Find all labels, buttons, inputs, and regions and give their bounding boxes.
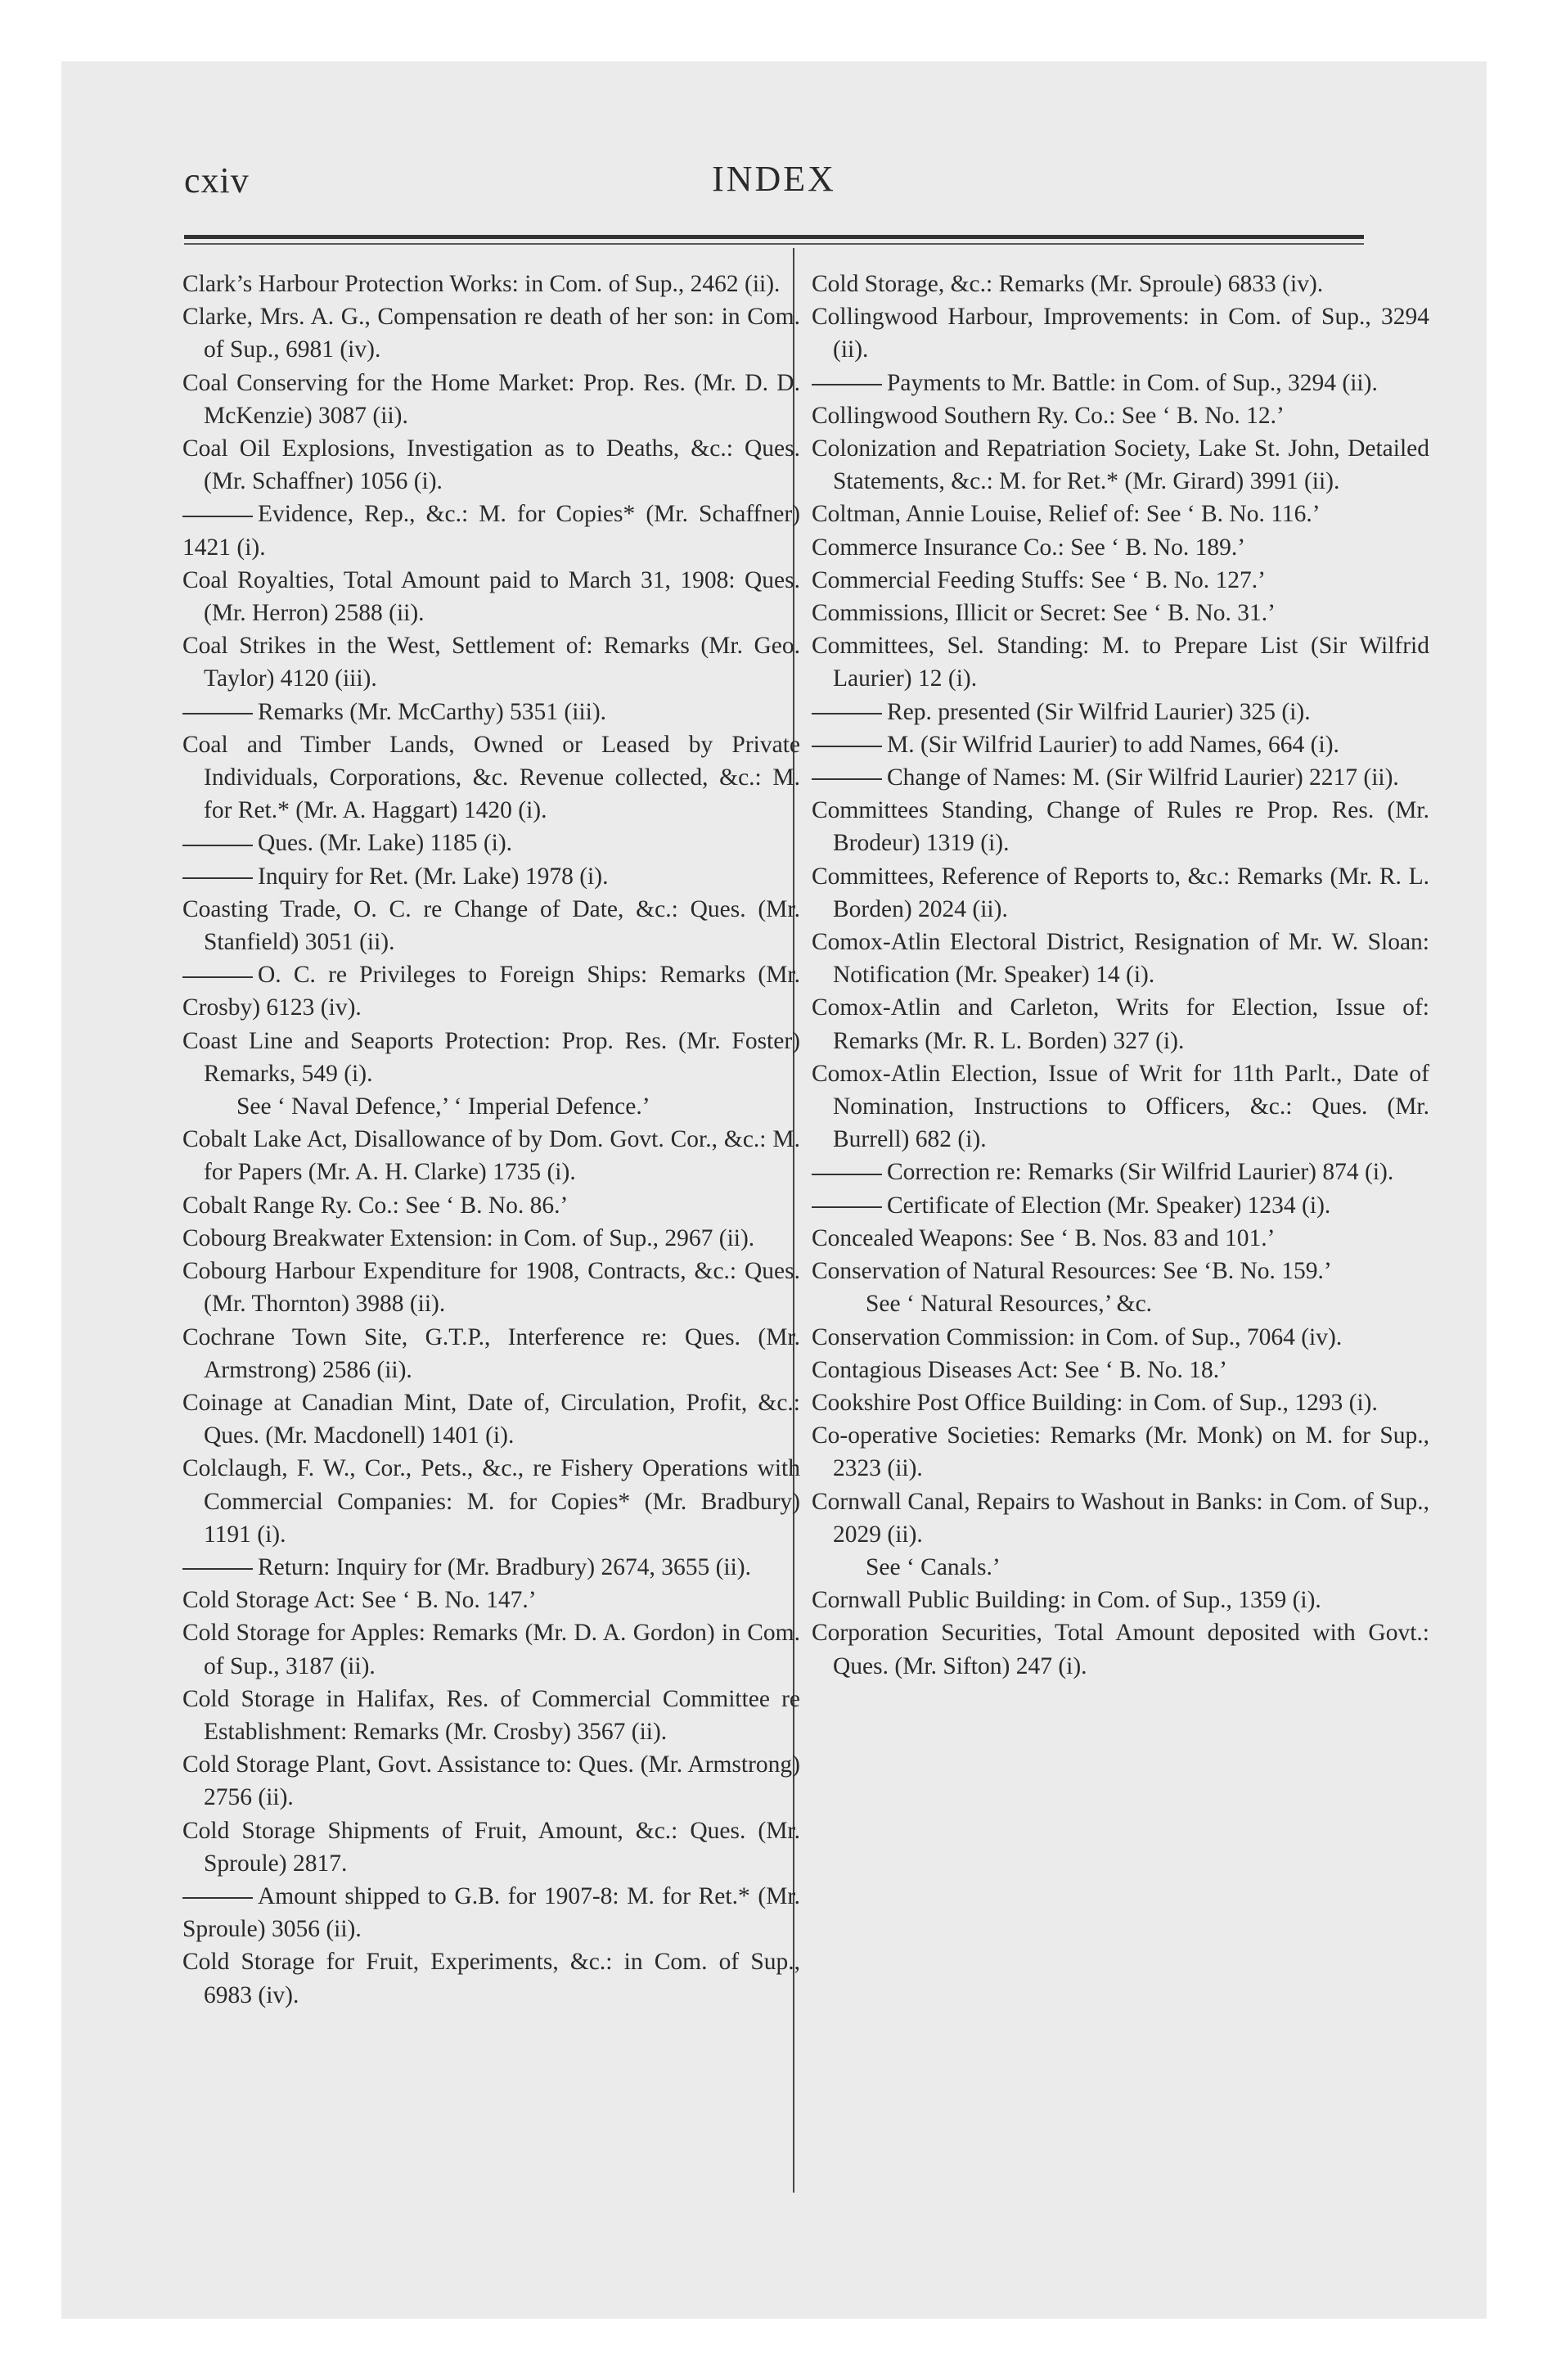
index-entry: [812, 860, 1429, 926]
ditto-dash: [812, 746, 882, 747]
entry-text: Comox-Atlin and Carleton, Writs for Election, Issue of: Remarks (Mr. R. L. Borden) 327 (i).: [812, 994, 1429, 1054]
entry-text: Cornwall Public Building: in Com. of Sup., 1359 (i).: [812, 1587, 1321, 1614]
index-entry: [812, 1419, 1429, 1485]
entry-text: Change of Names: M. (Sir Wilfrid Laurier) 2217 (ii).: [887, 764, 1399, 791]
index-entry: [182, 728, 800, 827]
index-entry: [182, 893, 800, 958]
entry-text: Coasting Trade, O. C. re Change of Date, &c.: Ques. (Mr. Stanfield) 3051 (ii).: [182, 895, 800, 956]
entry-text: Co-operative Societies: Remarks (Mr. Monk) on M. for Sup., 2323 (ii).: [812, 1422, 1429, 1482]
index-entry: [182, 300, 800, 366]
index-entry: [182, 1255, 800, 1320]
index-entry: [182, 1321, 800, 1386]
entry-text: Coinage at Canadian Mint, Date of, Circulation, Profit, &c.: Ques. (Mr. Macdonell) 1401 (i).: [182, 1389, 800, 1449]
page-folio: cxiv: [184, 160, 250, 201]
entry-text: Certificate of Election (Mr. Speaker) 1234 (i).: [887, 1192, 1331, 1219]
entry-text: Conservation of Natural Resources: See ‘B. No. 159.’: [812, 1258, 1332, 1285]
entry-text: Committees, Sel. Standing: M. to Prepare List (Sir Wilfrid Laurier) 12 (i).: [812, 633, 1429, 692]
entry-text: Contagious Diseases Act: See ‘ B. No. 18.’: [812, 1356, 1227, 1383]
index-subentry: [182, 958, 800, 1024]
entry-text: Coal Oil Explosions, Investigation as to Deaths, &c.: Ques. (Mr. Schaffner) 1056 (i).: [182, 435, 800, 495]
index-subentry: [182, 827, 800, 859]
index-subentry: [812, 1189, 1429, 1222]
entry-text: Remarks (Mr. McCarthy) 5351 (iii).: [258, 698, 607, 725]
entry-text: Coal and Timber Lands, Owned or Leased by Private Individuals, Corporations, &c. Revenue collected, &c.: M. for Ret.* (Mr. A. Haggart) 1420 (i).: [182, 731, 800, 824]
ditto-dash: [812, 1206, 882, 1208]
ditto-dash: [182, 713, 253, 714]
index-see-reference: [182, 1090, 800, 1123]
entry-text: Cobalt Range Ry. Co.: See ‘ B. No. 86.’: [182, 1192, 569, 1219]
index-entry: [812, 1057, 1429, 1156]
entry-text: Committees, Reference of Reports to, &c.: Remarks (Mr. R. L. Borden) 2024 (ii).: [812, 863, 1429, 922]
index-entry: [182, 1452, 800, 1551]
index-subentry: [812, 728, 1429, 761]
ditto-dash: [182, 877, 253, 879]
entry-text: Commerce Insurance Co.: See ‘ B. No. 189.’: [812, 534, 1246, 561]
index-subentry: [812, 696, 1429, 728]
entry-text: O. C. re Privileges to Foreign Ships: Remarks (Mr. Crosby) 6123 (iv).: [182, 962, 800, 1021]
index-subentry: [182, 860, 800, 893]
index-entry: [182, 1814, 800, 1880]
index-entry: [812, 1255, 1429, 1287]
index-entry: [812, 564, 1429, 597]
index-entry: [812, 1386, 1429, 1419]
header-rule-thin: [184, 243, 1364, 245]
entry-text: See ‘ Natural Resources,’ &c.: [866, 1291, 1153, 1318]
entry-text: Rep. presented (Sir Wilfrid Laurier) 325 (i).: [887, 698, 1311, 725]
index-entry: [182, 564, 800, 629]
index-subentry: [182, 1551, 800, 1584]
index-entry: [812, 926, 1429, 991]
entry-text: Comox-Atlin Election, Issue of Writ for 11th Parlt., Date of Nomination, Instructions to Officers, &c.: Ques. (Mr. Burrell) 682 (i).: [812, 1060, 1429, 1153]
index-entry: [182, 1123, 800, 1188]
entry-text: Correction re: Remarks (Sir Wilfrid Laurier) 874 (i).: [887, 1159, 1394, 1186]
entry-text: M. (Sir Wilfrid Laurier) to add Names, 664 (i).: [887, 731, 1339, 758]
entry-text: Amount shipped to G.B. for 1907-8: M. for Ret.* (Mr. Sproule) 3056 (ii).: [182, 1882, 800, 1943]
entry-text: Ques. (Mr. Lake) 1185 (i).: [258, 830, 513, 857]
entry-text: Comox-Atlin Electoral District, Resignation of Mr. W. Sloan: Notification (Mr. Speaker) 14 (i).: [812, 929, 1429, 989]
index-entry: [812, 1485, 1429, 1551]
entry-text: Cobourg Breakwater Extension: in Com. of Sup., 2967 (ii).: [182, 1224, 755, 1251]
index-column-left: [182, 268, 800, 2012]
entry-text: Corporation Securities, Total Amount deposited with Govt.: Ques. (Mr. Sifton) 247 (i).: [812, 1620, 1429, 1679]
index-entry: [812, 531, 1429, 564]
entry-text: Commissions, Illicit or Secret: See ‘ B. No. 31.’: [812, 600, 1276, 627]
entry-text: Cornwall Canal, Repairs to Washout in Banks: in Com. of Sup., 2029 (ii).: [812, 1488, 1429, 1548]
entry-text: Cold Storage in Halifax, Res. of Commercial Committee re Establishment: Remarks (Mr. Crosby) 3567 (ii).: [182, 1685, 800, 1745]
entry-text: Commercial Feeding Stuffs: See ‘ B. No. 127.’: [812, 566, 1266, 593]
entry-text: Colclaugh, F. W., Cor., Pets., &c., re Fishery Operations with Commercial Companies: M. for Copies* (Mr. Bradbury) 1191 (i).: [182, 1455, 800, 1548]
ditto-dash: [182, 516, 253, 517]
index-entry: [182, 1189, 800, 1222]
index-entry: [812, 1616, 1429, 1682]
entry-text: Cobourg Harbour Expenditure for 1908, Contracts, &c.: Ques. (Mr. Thornton) 3988 (ii).: [182, 1258, 800, 1318]
index-entry: [812, 629, 1429, 695]
index-entry: [182, 1945, 800, 2011]
entry-text: Coltman, Annie Louise, Relief of: See ‘ B. No. 116.’: [812, 501, 1321, 528]
ditto-dash: [182, 845, 253, 846]
entry-text: Committees Standing, Change of Rules re Prop. Res. (Mr. Brodeur) 1319 (i).: [812, 797, 1429, 857]
index-entry: [812, 1321, 1429, 1354]
index-entry: [182, 1222, 800, 1255]
index-entry: [812, 991, 1429, 1057]
entry-text: Cookshire Post Office Building: in Com. of Sup., 1293 (i).: [812, 1389, 1378, 1416]
entry-text: Cold Storage Shipments of Fruit, Amount, &c.: Ques. (Mr. Sproule) 2817.: [182, 1817, 800, 1877]
index-entry: [812, 498, 1429, 530]
entry-text: Conservation Commission: in Com. of Sup., 7064 (iv).: [812, 1323, 1343, 1350]
index-entry: [812, 1354, 1429, 1386]
index-entry: [812, 432, 1429, 498]
index-entry: [812, 268, 1429, 300]
index-subentry: [182, 498, 800, 563]
entry-text: Coal Royalties, Total Amount paid to March 31, 1908: Ques. (Mr. Herron) 2588 (ii).: [182, 566, 800, 627]
entry-text: Cold Storage, &c.: Remarks (Mr. Sproule) 6833 (iv).: [812, 271, 1324, 297]
entry-text: Cochrane Town Site, G.T.P., Interference re: Ques. (Mr. Armstrong) 2586 (ii).: [182, 1323, 800, 1383]
entry-text: Collingwood Harbour, Improvements: in Com. of Sup., 3294 (ii).: [812, 304, 1429, 363]
ditto-dash: [182, 1897, 253, 1899]
scanned-page: [61, 61, 1487, 2319]
ditto-dash: [812, 778, 882, 780]
running-head-title: INDEX: [712, 159, 836, 199]
ditto-dash: [812, 1174, 882, 1175]
entry-text: Cold Storage for Apples: Remarks (Mr. D. A. Gordon) in Com. of Sup., 3187 (ii).: [182, 1620, 800, 1679]
index-entry: [182, 1584, 800, 1616]
entry-text: Inquiry for Ret. (Mr. Lake) 1978 (i).: [258, 863, 609, 890]
index-entry: [812, 794, 1429, 859]
index-entry: [182, 1386, 800, 1452]
index-entry: [182, 1616, 800, 1682]
index-entry: [182, 629, 800, 695]
index-subentry: [812, 367, 1429, 399]
entry-text: Cobalt Lake Act, Disallowance of by Dom. Govt. Cor., &c.: M. for Papers (Mr. A. H. Clarke) 1735 (i).: [182, 1126, 800, 1186]
index-subentry: [182, 1880, 800, 1945]
index-entry: [812, 597, 1429, 629]
entry-text: Colonization and Repatriation Society, Lake St. John, Detailed Statements, &c.: M. for Ret.* (Mr. Girard) 3991 (ii).: [812, 435, 1429, 495]
entry-text: Return: Inquiry for (Mr. Bradbury) 2674, 3655 (ii).: [258, 1553, 752, 1580]
entry-text: Coal Conserving for the Home Market: Prop. Res. (Mr. D. D. McKenzie) 3087 (ii).: [182, 369, 800, 429]
ditto-dash: [182, 1568, 253, 1570]
index-see-reference: [812, 1287, 1429, 1320]
entry-text: Clarke, Mrs. A. G., Compensation re death of her son: in Com. of Sup., 6981 (iv).: [182, 304, 800, 363]
index-entry: [182, 1683, 800, 1748]
entry-text: Collingwood Southern Ry. Co.: See ‘ B. No. 12.’: [812, 402, 1285, 429]
entry-text: Payments to Mr. Battle: in Com. of Sup., 3294 (ii).: [887, 369, 1378, 396]
index-column-right: [812, 268, 1429, 1683]
entry-text: Clark’s Harbour Protection Works: in Com. of Sup., 2462 (ii).: [182, 271, 781, 297]
entry-text: See ‘ Canals.’: [866, 1553, 1001, 1580]
index-entry: [182, 1748, 800, 1814]
ditto-dash: [182, 976, 253, 978]
index-entry: [182, 432, 800, 498]
index-subentry: [812, 1156, 1429, 1188]
entry-text: Coast Line and Seaports Protection: Prop. Res. (Mr. Foster) Remarks, 549 (i).: [182, 1027, 800, 1087]
entry-text: Cold Storage Plant, Govt. Assistance to: Ques. (Mr. Armstrong) 2756 (ii).: [182, 1751, 800, 1811]
entry-text: Cold Storage Act: See ‘ B. No. 147.’: [182, 1587, 537, 1614]
index-entry: [182, 268, 800, 300]
index-entry: [812, 300, 1429, 366]
index-entry: [812, 399, 1429, 432]
entry-text: Coal Strikes in the West, Settlement of: Remarks (Mr. Geo. Taylor) 4120 (iii).: [182, 633, 800, 692]
entry-text: Concealed Weapons: See ‘ B. Nos. 83 and 101.’: [812, 1224, 1276, 1251]
entry-text: Cold Storage for Fruit, Experiments, &c.: in Com. of Sup., 6983 (iv).: [182, 1949, 800, 2008]
index-entry: [182, 367, 800, 432]
ditto-dash: [812, 384, 882, 385]
ditto-dash: [812, 713, 882, 714]
index-entry: [812, 1222, 1429, 1255]
index-subentry: [812, 761, 1429, 794]
index-subentry: [182, 696, 800, 728]
index-see-reference: [812, 1551, 1429, 1584]
entry-text: See ‘ Naval Defence,’ ‘ Imperial Defence.’: [236, 1093, 650, 1120]
entry-text: Evidence, Rep., &c.: M. for Copies* (Mr. Schaffner) 1421 (i).: [182, 501, 800, 561]
index-entry: [812, 1584, 1429, 1616]
header-rule-thick: [184, 235, 1364, 239]
index-entry: [182, 1025, 800, 1090]
